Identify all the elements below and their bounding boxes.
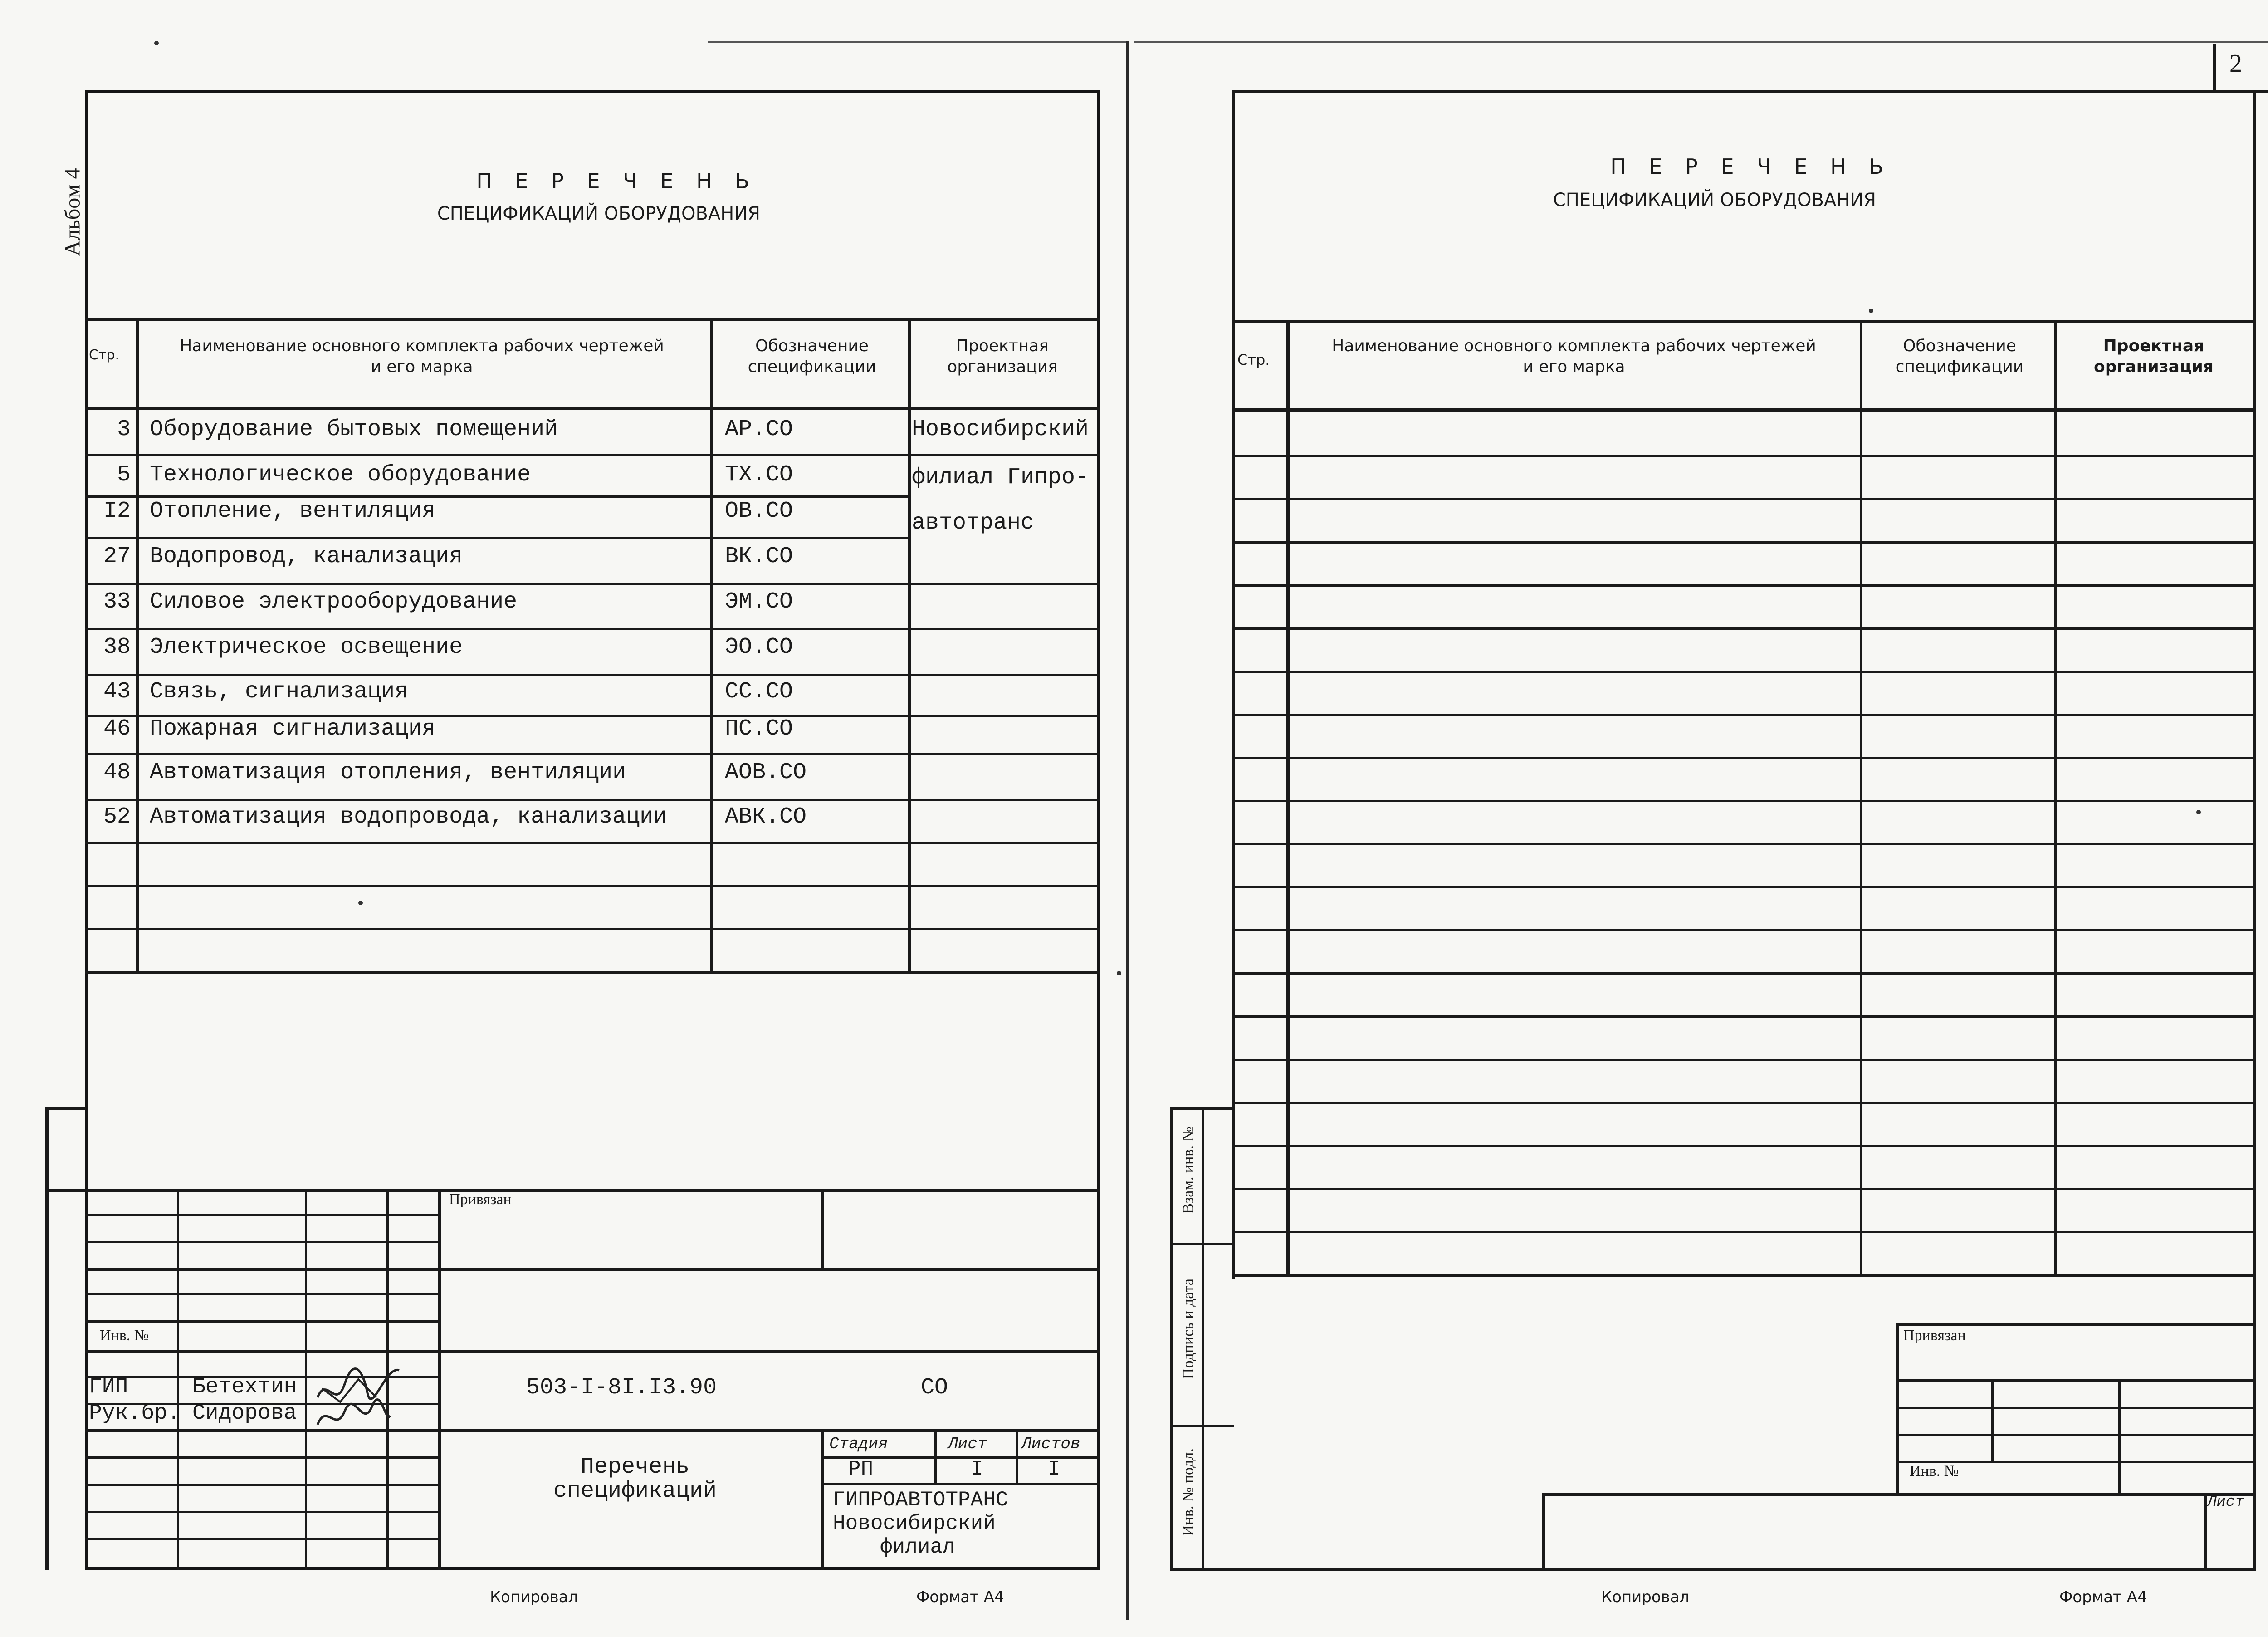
org-line: филиал Гипро- [912, 465, 1089, 490]
row-line [1232, 1188, 2256, 1190]
row-line [85, 495, 910, 498]
row-line [1232, 757, 2256, 759]
row-line [1232, 714, 2256, 716]
org-name-3: филиал [880, 1535, 955, 1559]
row-code: АР.СО [725, 417, 793, 442]
stamp-row [85, 1456, 439, 1459]
side-label-podpis: Подпись и дата [1180, 1279, 1197, 1379]
stamp-row [85, 1241, 439, 1243]
side-label-vzam: Взам. инв. № [1180, 1127, 1197, 1214]
top-dash [1134, 41, 2268, 43]
right-col-1 [1286, 320, 1290, 1275]
stamp-row [1542, 1493, 2256, 1496]
side-label-podpis-wrap [1107, 1279, 1270, 1379]
row-line [1232, 800, 2256, 802]
scan-speck [154, 41, 159, 45]
row-name: Пожарная сигнализация [150, 716, 436, 742]
right-frame-bottom [1170, 1568, 2256, 1571]
right-frame-top [1232, 90, 2268, 93]
row-page: 43 [103, 679, 131, 705]
right-frame-left [1232, 90, 1235, 1279]
gip-name: Бетехтин [192, 1375, 297, 1399]
row-line [85, 928, 1100, 930]
table-top-line [85, 318, 1100, 321]
row-name: Автоматизация отопления, вентиляции [150, 760, 626, 785]
row-name: Электрическое освещение [150, 634, 463, 660]
row-line [85, 628, 1100, 630]
list-label: Лист [2207, 1494, 2244, 1511]
inv-no-label: Инв. № [100, 1327, 149, 1344]
doc-title-2: спецификаций [553, 1478, 717, 1504]
stage-row-2 [821, 1483, 1100, 1485]
footer-copy: Копировал [1601, 1588, 1690, 1606]
bottom-box-left [1542, 1493, 1545, 1570]
signature-sidorova [313, 1397, 395, 1438]
stamp-row [85, 1214, 439, 1216]
album-label: Альбом 4 [60, 168, 85, 256]
row-line [85, 537, 910, 539]
org-name-2: Новосибирский [833, 1512, 996, 1535]
col-line-1 [136, 318, 139, 974]
row-line [1232, 584, 2256, 587]
row-line [1232, 455, 2256, 457]
left-subtitle: СПЕЦИФИКАЦИЙ ОБОРУДОВАНИЯ [437, 203, 761, 224]
row-name: Водопровод, канализация [150, 544, 463, 569]
stamp-col [2118, 1379, 2121, 1493]
scan-speck [358, 901, 363, 905]
inv-no-label: Инв. № [1910, 1463, 1959, 1480]
row-line [1232, 1015, 2256, 1018]
right-col-3 [2054, 320, 2057, 1275]
row-line [1232, 1231, 2256, 1233]
row-line [1232, 972, 2256, 975]
row-line [1232, 627, 2256, 630]
left-title: П Е Р Е Ч Е Н Ь [476, 169, 758, 193]
stamp-row [1896, 1434, 2256, 1436]
sheets-value: I [1048, 1457, 1061, 1481]
side-label-inv-podl: Инв. № подл. [1180, 1448, 1197, 1536]
stamp-outer-top [45, 1107, 86, 1110]
col-line-2 [710, 318, 713, 974]
row-code: ЭО.СО [725, 634, 793, 660]
row-line [85, 583, 1100, 585]
top-dash [708, 41, 1129, 43]
footer-format: Формат А4 [2059, 1588, 2147, 1606]
stamp-col [1991, 1379, 1994, 1461]
sheet-number: 2 [2229, 49, 2242, 78]
scan-speck [1117, 971, 1121, 975]
row-page: 5 [117, 462, 131, 488]
footer-format: Формат А4 [916, 1588, 1004, 1606]
row-code: АВК.СО [725, 804, 807, 830]
stamp-top-line [45, 1189, 1100, 1192]
doc-number: 503-I-8I.I3.90 [526, 1375, 717, 1401]
row-line [1232, 1059, 2256, 1061]
row-code: ПС.СО [725, 716, 793, 742]
row-line [1232, 1145, 2256, 1147]
footer-copy: Копировал [490, 1588, 578, 1606]
row-page: 3 [117, 417, 131, 442]
stamp-row [85, 1320, 439, 1323]
header-name: Наименование основного комплекта рабочих чертежей и его марка [1332, 337, 1816, 376]
org-name-1: ГИПРОАВТОТРАНС [833, 1488, 1008, 1512]
stage-label: Стадия [829, 1435, 888, 1453]
right-frame-right [2253, 90, 2256, 1570]
row-code: СС.СО [725, 679, 793, 705]
right-table-bottom [1232, 1274, 2256, 1277]
row-line [1232, 843, 2256, 845]
org-line: автотранс [912, 510, 1035, 536]
stamp-row [1896, 1379, 2256, 1382]
right-stamp-top [1896, 1323, 2256, 1326]
row-line [85, 842, 1100, 844]
row-code: ЭМ.СО [725, 589, 793, 615]
header-page: Стр. [1237, 351, 1270, 368]
stamp-row [85, 1293, 439, 1295]
ruk-role: Рук.бр. [89, 1401, 181, 1426]
side-label-vzam-wrap [1107, 1127, 1270, 1214]
row-line [1232, 498, 2256, 500]
right-stamp-left [1896, 1323, 1899, 1495]
header-designation: Обозначение спецификации [1895, 337, 2024, 376]
right-header-bottom [1232, 408, 2256, 412]
ruk-name: Сидорова [192, 1401, 297, 1426]
row-page: 27 [103, 544, 131, 569]
stamp-row [85, 1268, 1100, 1271]
right-title: П Е Р Е Ч Е Н Ь [1610, 154, 1892, 179]
header-organization: Проектная организация [2094, 337, 2214, 376]
org-line: Новосибирский [912, 417, 1089, 442]
row-line [1232, 671, 2256, 673]
header-page: Стр. [89, 347, 120, 363]
stage-value: РП [848, 1457, 874, 1481]
center-fold-line [1126, 41, 1129, 1620]
row-page: I2 [103, 498, 131, 524]
row-line [1232, 1102, 2256, 1104]
stamp-row [85, 1511, 439, 1513]
row-line [85, 885, 1100, 887]
header-designation: Обозначение спецификации [748, 337, 876, 376]
row-page: 38 [103, 634, 131, 660]
stamp-row [1896, 1407, 2256, 1409]
row-page: 33 [103, 589, 131, 615]
row-line [1232, 541, 2256, 544]
row-page: 48 [103, 760, 131, 785]
row-code: ВК.СО [725, 544, 793, 569]
row-page: 46 [103, 716, 131, 742]
header-organization: Проектная организация [947, 337, 1058, 376]
doc-title-1: Перечень [580, 1454, 690, 1480]
left-frame [85, 90, 1100, 1570]
row-name: Технологическое оборудование [150, 462, 531, 488]
stamp-row [85, 1484, 439, 1486]
row-line [1232, 886, 2256, 888]
stamp-row [85, 1538, 439, 1540]
stage-col-1 [934, 1429, 937, 1483]
right-col-2 [1860, 320, 1862, 1275]
privyazan-label: Привязан [449, 1191, 512, 1208]
row-name: Отопление, вентиляция [150, 498, 436, 524]
sheet-label: Лист [948, 1435, 987, 1453]
table-bottom-line [85, 971, 1100, 974]
sheets-label: Листов [1022, 1435, 1080, 1453]
sheet-number-box [2213, 44, 2216, 93]
row-line [1232, 929, 2256, 931]
stamp-outer-left [45, 1107, 49, 1570]
col-line-3 [908, 318, 911, 974]
sheet-value: I [971, 1457, 983, 1481]
row-line [85, 799, 1100, 801]
stamp-row [85, 1350, 1100, 1353]
stamp-row [85, 1429, 1100, 1432]
side-label-inv-wrap [1107, 1448, 1270, 1536]
row-code: АОВ.СО [725, 760, 807, 785]
row-code: ОВ.СО [725, 498, 793, 524]
row-name: Автоматизация водопровода, канализации [150, 804, 667, 830]
row-name: Связь, сигнализация [150, 679, 409, 705]
privyazan-divider [821, 1189, 824, 1268]
stage-col-2 [1016, 1429, 1018, 1483]
right-table-top [1232, 320, 2256, 323]
row-page: 52 [103, 804, 131, 830]
header-name: Наименование основного комплекта рабочих чертежей и его марка [180, 337, 664, 376]
privyazan-label: Привязан [1903, 1327, 1966, 1344]
row-code: ТХ.СО [725, 462, 793, 488]
scan-speck [2196, 810, 2201, 814]
scan-speck [1869, 309, 1873, 313]
gip-role: ГИП [89, 1375, 128, 1399]
row-line [85, 753, 1100, 755]
doc-code: СО [921, 1375, 948, 1401]
row-name: Силовое электрооборудование [150, 589, 518, 615]
row-line [85, 674, 1100, 676]
stage-block-left [821, 1429, 824, 1570]
row-line [85, 454, 1100, 456]
header-bottom-line [85, 407, 1100, 410]
row-name: Оборудование бытовых помещений [150, 417, 558, 442]
right-subtitle: СПЕЦИФИКАЦИЙ ОБОРУДОВАНИЯ [1553, 190, 1877, 211]
